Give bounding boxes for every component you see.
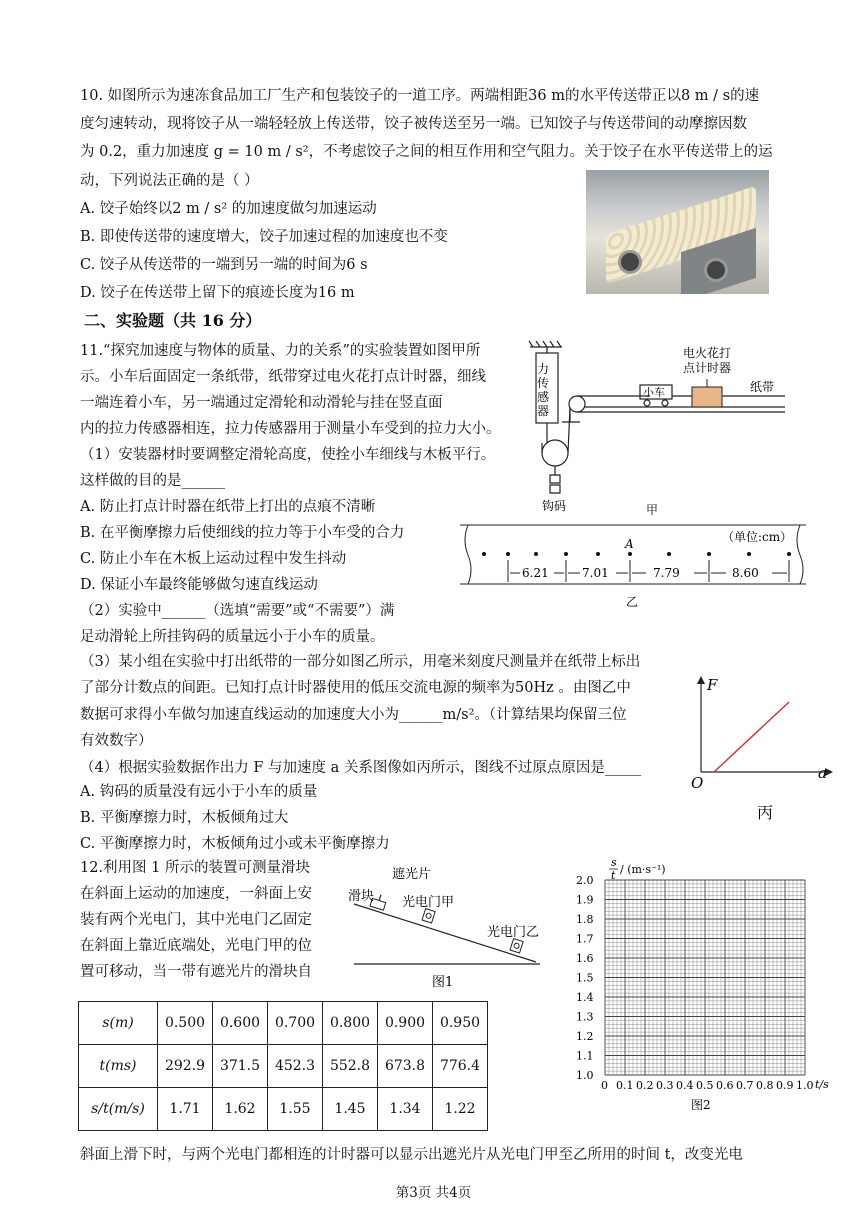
fig2-ylabel-top: s xyxy=(611,856,617,869)
table-cell: 673.8 xyxy=(378,1045,433,1088)
q11-line-5: （1）安装器材时要调整定滑轮高度，使拴小车细线与木板平行。 xyxy=(80,447,496,463)
q11-line-3: 一端连着小车，另一端通过定滑轮和动滑轮与挂在竖直面 xyxy=(80,395,443,411)
figure-bing-caption: 丙 xyxy=(757,803,774,822)
point-a-label: A xyxy=(625,537,634,551)
table-row xyxy=(79,1002,488,1045)
q12-line-4: 在斜面上靠近底端处，光电门甲的位 xyxy=(80,938,312,954)
q10-line-2: 度匀速转动，现将饺子从一端轻轻放上传送带，饺子被传送至另一端。已知饺子与传送带间的动摩擦因数 xyxy=(80,116,747,132)
row-head: s/t(m/s) xyxy=(79,1088,158,1131)
table-cell: 0.900 xyxy=(378,1002,433,1045)
figure-1 xyxy=(340,862,550,992)
q11-option-c: C. 防止小车在木板上运动过程中发生抖动 xyxy=(80,551,347,567)
table-cell: 0.800 xyxy=(323,1002,378,1045)
figure-yi xyxy=(460,520,810,610)
fig2-xtick: 0.8 xyxy=(756,1079,774,1092)
fig2-ytick: 1.2 xyxy=(576,1030,594,1043)
q12-last-line: 斜面上滑下时，与两个光电门都相连的计时器可以显示出遮光片从光电门甲至乙所用的时间 t，改变光电 xyxy=(80,1147,743,1163)
row-head: t(ms) xyxy=(79,1045,158,1088)
fig2-ytick: 1.8 xyxy=(576,913,594,926)
fig2-xtick: 0.7 xyxy=(736,1079,754,1092)
fig2-xtick: 0.6 xyxy=(716,1079,734,1092)
q12-line-1: 12.利用图 1 所示的装置可测量滑块 xyxy=(80,860,311,876)
sensor-label-4: 器 xyxy=(537,404,550,418)
fig2-ytick: 1.0 xyxy=(576,1069,594,1082)
f-a-line xyxy=(714,702,789,772)
q11-part3-line-3: 数据可求得小车做匀加速直线运动的加速度大小为______m/s²。（计算结果均保留三位 xyxy=(80,707,627,723)
table-cell: 452.3 xyxy=(268,1045,323,1088)
q11-option-b: B. 在平衡摩擦力后使细线的拉力等于小车受的合力 xyxy=(80,525,405,541)
fig2-ylabel-unit: / (m·s⁻¹) xyxy=(620,863,666,876)
q11-line-4: 内的拉力传感器相连，拉力传感器用于测量小车受到的拉力大小。 xyxy=(80,421,501,437)
gate-jia-label: 光电门甲 xyxy=(402,895,455,910)
bing-ylabel: F xyxy=(707,676,718,694)
figure-jia xyxy=(500,335,800,520)
q10-option-c: C. 饺子从传送带的一端到另一端的时间为6 s xyxy=(80,257,368,273)
fig2-ytick: 1.6 xyxy=(576,952,594,965)
table-cell: 1.34 xyxy=(378,1088,433,1131)
q10-line-1: 10. 如图所示为速冻食品加工厂生产和包装饺子的一道工序。两端相距36 m的水平传送带正以8 m / s的速 xyxy=(80,88,760,104)
sensor-label-2: 传 xyxy=(537,376,550,390)
figure-bing xyxy=(685,668,835,828)
q11-line-1: 11.“探究加速度与物体的质量、力的关系”的实验装置如图甲所 xyxy=(80,343,481,359)
fig2-xlabel: t/s xyxy=(815,1078,829,1091)
q11-part3-line-2: 了部分计数点的间距。已知打点计时器使用的低压交流电源的频率为50Hz 。由图乙中 xyxy=(80,680,631,696)
q11-line-6: 这样做的目的是______ xyxy=(80,473,225,489)
fig2-xtick: 0.2 xyxy=(636,1079,654,1092)
gap-4-label: 8.60 xyxy=(732,566,759,580)
sensor-label-1: 力 xyxy=(537,362,550,376)
table-cell: 552.8 xyxy=(323,1045,378,1088)
q11-part2-line-1: （2）实验中______（选填“需要”或“不需要”）满 xyxy=(80,603,395,619)
slider-label: 滑块 xyxy=(348,889,375,904)
table-cell: 1.22 xyxy=(433,1088,488,1131)
tape-unit-label: （单位:cm） xyxy=(722,530,793,544)
q11-option4-a: A. 钩码的质量没有远小于小车的质量 xyxy=(80,784,318,800)
q12-line-5: 置可移动，当一带有遮光片的滑块自 xyxy=(80,964,312,980)
table-cell: 1.55 xyxy=(268,1088,323,1131)
fig2-xtick: 0.3 xyxy=(656,1079,674,1092)
fig2-xtick: 0.4 xyxy=(676,1079,694,1092)
q11-line-2: 示。小车后面固定一条纸带，纸带穿过电火花打点计时器，细线 xyxy=(80,369,486,385)
table-cell: 776.4 xyxy=(433,1045,488,1088)
table-row xyxy=(79,1088,488,1131)
tape-label: 纸带 xyxy=(750,380,775,394)
q11-part2-line-2: 足动滑轮上所挂钩码的质量远小于小车的质量。 xyxy=(80,629,385,645)
q11-part3-line-1: （3）某小组在实验中打出纸带的一部分如图乙所示，用毫米刻度尺测量并在纸带上标出 xyxy=(80,654,641,670)
q12-line-3: 装有两个光电门，其中光电门乙固定 xyxy=(80,912,312,928)
fig2-ytick: 1.5 xyxy=(576,971,594,985)
fig2-ytick: 1.7 xyxy=(576,932,594,946)
gap-1-label: 6.21 xyxy=(522,566,549,580)
figure-2 xyxy=(568,852,838,1117)
page-footer: 第3页 共4页 xyxy=(395,1185,472,1201)
table-cell: 371.5 xyxy=(213,1045,268,1088)
fig2-ytick: 1.1 xyxy=(576,1049,594,1063)
table-cell: 0.500 xyxy=(158,1002,213,1045)
q12-line-2: 在斜面上运动的加速度，一斜面上安 xyxy=(80,886,312,902)
fig2-ylabel-bottom: t xyxy=(611,869,616,882)
gap-2-label: 7.01 xyxy=(582,566,609,580)
table-cell: 0.950 xyxy=(433,1002,488,1045)
q10-line-3: 为 0.2，重力加速度 g = 10 m / s²，不考虑饺子之间的相互作用和空气阻力。关于饺子在水平传送带上的运 xyxy=(80,144,773,160)
q10-option-d: D. 饺子在传送带上留下的痕迹长度为16 m xyxy=(80,285,355,301)
table-cell: 0.700 xyxy=(268,1002,323,1045)
table-row xyxy=(79,1045,488,1088)
data-table xyxy=(78,1001,488,1131)
figure-jia-caption: 甲 xyxy=(646,503,659,517)
table-cell: 1.45 xyxy=(323,1088,378,1131)
fig2-ytick: 1.3 xyxy=(576,1010,594,1024)
table-cell: 0.600 xyxy=(213,1002,268,1045)
gate-yi-label: 光电门乙 xyxy=(487,925,540,940)
q11-option4-b: B. 平衡摩擦力时，木板倾角过大 xyxy=(80,810,289,826)
q11-option-d: D. 保证小车最终能够做匀速直线运动 xyxy=(80,577,318,593)
gap-3-label: 7.79 xyxy=(653,566,680,580)
table-cell: 1.62 xyxy=(213,1088,268,1131)
q10-option-a: A. 饺子始终以2 m / s² 的加速度做匀加速运动 xyxy=(80,201,377,217)
timer-label-2: 点计时器 xyxy=(683,361,732,375)
row-head: s(m) xyxy=(79,1002,158,1045)
timer-label-1: 电火花打 xyxy=(683,346,732,360)
fig2-xtick: 0 xyxy=(601,1079,608,1092)
table-cell: 292.9 xyxy=(158,1045,213,1088)
sensor-label-3: 感 xyxy=(537,390,550,404)
hook-label: 钩码 xyxy=(542,499,567,513)
bing-xlabel: a xyxy=(818,764,827,782)
q10-line-4: 动，下列说法正确的是（ ） xyxy=(80,173,259,189)
car-label: 小车 xyxy=(643,386,665,399)
figure-2-caption: 图2 xyxy=(691,1098,711,1112)
fig2-ytick: 2.0 xyxy=(576,874,594,887)
q11-part4: （4）根据实验数据作出力 F 与加速度 a 关系图像如丙所示，图线不过原点原因是_____ xyxy=(80,760,642,776)
fig2-ytick: 1.4 xyxy=(576,991,594,1004)
fig2-xtick: 0.5 xyxy=(696,1079,714,1092)
figure-1-caption: 图1 xyxy=(432,975,454,990)
fig2-xtick: 0.1 xyxy=(616,1079,634,1092)
q11-option-a: A. 防止打点计时器在纸带上打出的点痕不清晰 xyxy=(80,499,376,515)
table-cell: 1.71 xyxy=(158,1088,213,1131)
q10-option-b: B. 即使传送带的速度增大，饺子加速过程的加速度也不变 xyxy=(80,229,448,245)
q11-option4-c: C. 平衡摩擦力时，木板倾角过小或未平衡摩擦力 xyxy=(80,836,390,852)
section-title: 二、实验题（共 16 分） xyxy=(84,311,262,330)
figure-yi-caption: 乙 xyxy=(626,595,639,609)
bing-origin: O xyxy=(691,774,704,792)
dumpling-conveyor-photo xyxy=(586,170,769,294)
fig2-xtick: 0.9 xyxy=(776,1079,794,1092)
fig2-xtick: 1.0 xyxy=(796,1079,814,1092)
q11-part3-line-4: 有效数字） xyxy=(80,733,153,749)
fig2-ytick: 1.9 xyxy=(576,893,594,907)
shade-label: 遮光片 xyxy=(392,867,432,882)
